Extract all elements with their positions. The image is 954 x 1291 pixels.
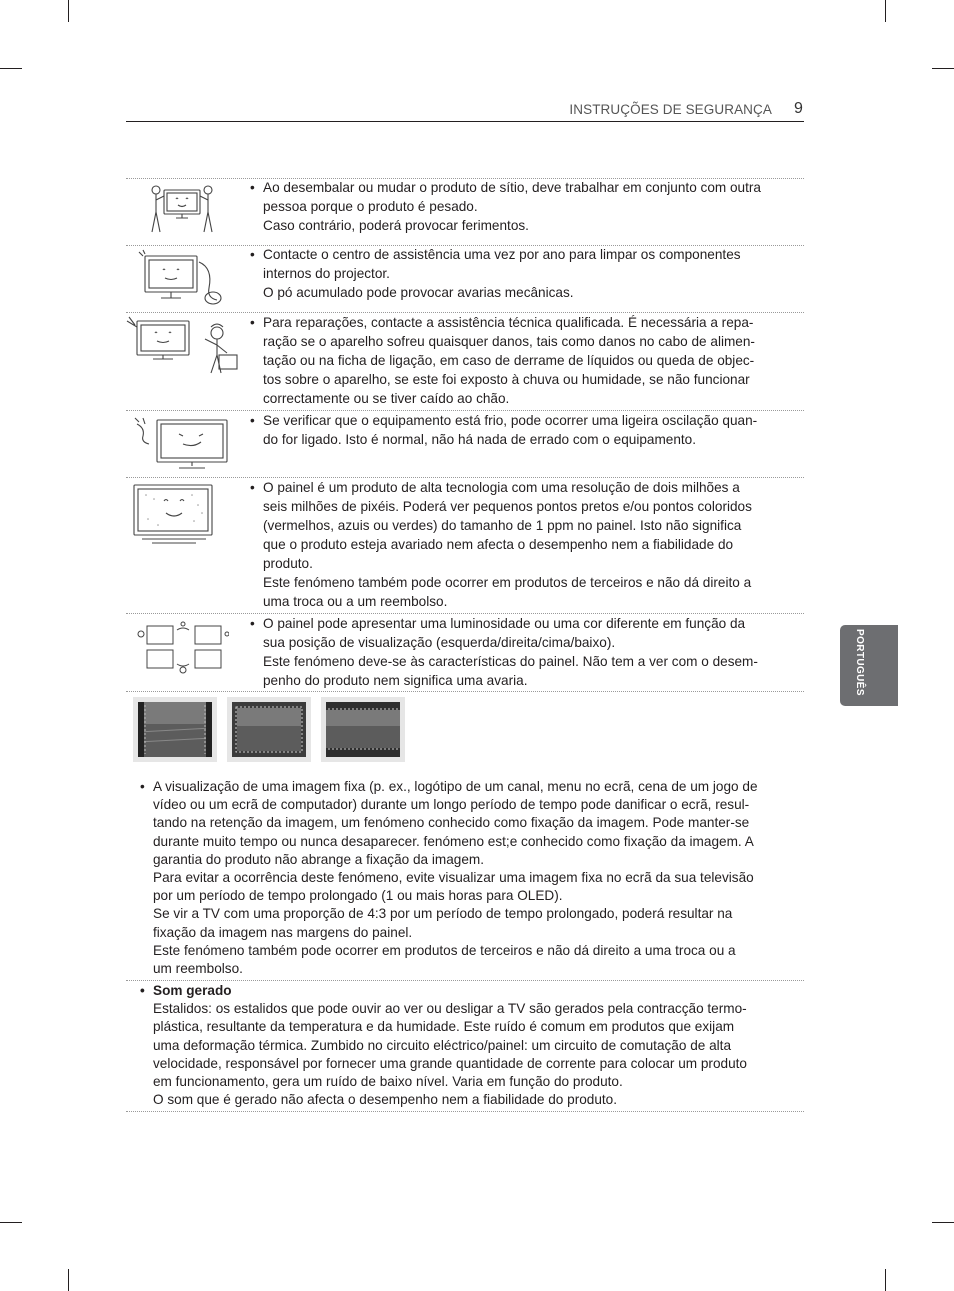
bullet: • [250,247,255,262]
text-line: Ao desembalar ou mudar o produto de sítio, deve trabalhar em conjunto com outra [263,180,761,195]
text-line: tos sobre o aparelho, se este foi exposto à chuva ou humidade, se não funcionar [263,372,750,387]
safety-text-viewing-angle [263,614,793,690]
text-line: Este fenómeno também pode ocorrer em produtos de terceiros e não dá direito a uma troca ou a [153,942,736,958]
safety-text-repairs [263,313,793,408]
text-line: internos do projector. [263,266,390,281]
text-line: sua posição de visualização (esquerda/direita/cima/baixo). [263,635,616,650]
text-line: um reembolso. [153,961,243,977]
text-line: que o produto esteja avariado nem afecta o desempenho nem a fiabilidade do [263,537,734,552]
row-divider [126,691,804,692]
crop-mark [932,68,954,69]
people-lifting-tv-icon [146,182,218,240]
safety-text-lifting [263,178,793,235]
crop-mark [0,68,22,69]
text-line: penho do produto nem significa uma avaria. [263,673,528,688]
bullet: • [250,616,255,631]
text-line: Se verificar que o equipamento está frio, pode ocorrer uma ligeira oscilação quan- [263,413,758,428]
landscape-image [232,702,306,757]
text-line: Para reparações, contacte a assistência técnica qualificada. É necessária a repa- [263,315,754,330]
pixel-panel-tv-icon [132,481,218,547]
text-line: Se vir a TV com uma proporção de 4:3 por um período de tempo prolongado, poderá resultar na [153,906,733,922]
text-line: O painel é um produto de alta tecnologia com uma resolução de dois milhões a [263,480,740,495]
text-line: vídeo ou um ecrã de computador) durante um longo período de tempo pode danificar o ecrã, resul- [153,797,750,813]
row-divider [126,1111,804,1112]
text-line: uma troca ou a um reembolso. [263,594,448,609]
bullet: • [250,413,255,428]
section-title: INSTRUÇÕES DE SEGURANÇA [569,102,772,117]
text-line: Para evitar a ocorrência deste fenómeno, evite visualizar uma imagem fixa no ecrã da sua televisão [153,870,754,886]
text-line: fixação da imagem nas margens do painel. [153,924,413,940]
crop-mark [932,1222,954,1223]
text-line: Estalidos: os estalidos que pode ouvir ao ver ou desligar a TV são gerados pela contracção termo- [153,1001,747,1017]
text-line: em funcionamento, gera um ruído de baixo nível. Varia em função do produto. [153,1074,623,1090]
image-retention-example-letterbox [227,697,311,762]
page-number: 9 [794,100,803,117]
image-retention-example-wide [133,697,217,762]
text-line: Caso contrário, poderá provocar ferimentos. [263,218,529,233]
header-rule [126,121,804,122]
language-tab [840,625,898,706]
image-retention-example-bars [321,697,405,762]
sound-heading: Som gerado [153,983,232,998]
landscape-image [326,702,400,757]
text-line: por um período de tempo prolongado (1 ou mais horas para OLED). [153,888,563,904]
sound-text [153,982,793,1109]
text-line: produto. [263,556,313,571]
text-line: correctamente ou se tiver caído ao chão. [263,391,510,406]
text-line: plástica, resultante da temperatura e da humidade. Este ruído é comum em produtos que exijam [153,1019,735,1035]
text-line: A visualização de uma imagem fixa (p. ex., logótipo de um canal, menu no ecrã, cena de um jogo de [153,779,758,794]
technician-repair-icon [125,315,243,377]
text-line: O painel pode apresentar uma luminosidade ou uma cor diferente em função da [263,616,746,631]
bullet: • [140,983,145,998]
text-line: uma deformação térmica. Zumbido no circuito eléctrico/painel: um circuito de comutação de alta [153,1037,732,1053]
text-line: seis milhões de pixéis. Poderá ver pequenos pontos pretos e/ou pontos coloridos [263,499,752,514]
safety-text-cleaning [263,245,793,302]
crop-mark [0,1222,22,1223]
text-line: tando na retenção da imagem, um fenómeno conhecido como fixação da imagem. Pode manter-se [153,815,750,831]
language-tab-label: PORTUGUÊS [854,629,865,696]
text-line: Este fenómeno também pode ocorrer em produtos de terceiros e não dá direito a [263,575,752,590]
viewing-angle-tv-icon [137,620,229,674]
vacuum-cleaner-tv-icon [137,248,227,310]
crop-mark [885,1269,886,1291]
cold-tv-icon [133,414,233,474]
text-line: O pó acumulado pode provocar avarias mecânicas. [263,285,574,300]
bullet: • [140,779,145,794]
crop-mark [885,0,886,22]
text-line: O som que é gerado não afecta o desempenho nem a fiabilidade do produto. [153,1092,618,1108]
text-line: garantia do produto não abrange a fixação da imagem. [153,851,485,867]
safety-text-pixels [263,478,793,611]
bullet: • [250,480,255,495]
text-line: Este fenómeno deve-se às características do painel. Não tem a ver com o desem- [263,654,758,669]
text-line: do for ligado. Isto é normal, não há nada de errado com o equipamento. [263,432,697,447]
crop-mark [68,1269,69,1291]
text-line: durante muito tempo ou nunca desaparecer. fenómeno est;e conhecido como fixação da imagem. A [153,833,754,849]
text-line: Contacte o centro de assistência uma vez por ano para limpar os componentes [263,247,741,262]
text-line: tação ou na ficha de ligação, em caso de derrame de líquidos ou queda de objec- [263,353,755,368]
text-line: (vermelhos, azuis ou verdes) do tamanho de 1 ppm no painel. Isto não significa [263,518,742,533]
row-divider [126,980,804,981]
crop-mark [68,0,69,22]
bullet: • [250,315,255,330]
text-line: ração se o aparelho sofreu quaisquer danos, tais como danos no cabo de alimen- [263,334,755,349]
bullet: • [250,180,255,195]
image-retention-text [153,778,793,978]
text-line: velocidade, responsável por fornecer uma grande quantidade de corrente para colocar um produto [153,1055,747,1071]
text-line: pessoa porque o produto é pesado. [263,199,478,214]
landscape-image [138,702,212,757]
safety-text-cold [263,411,793,449]
